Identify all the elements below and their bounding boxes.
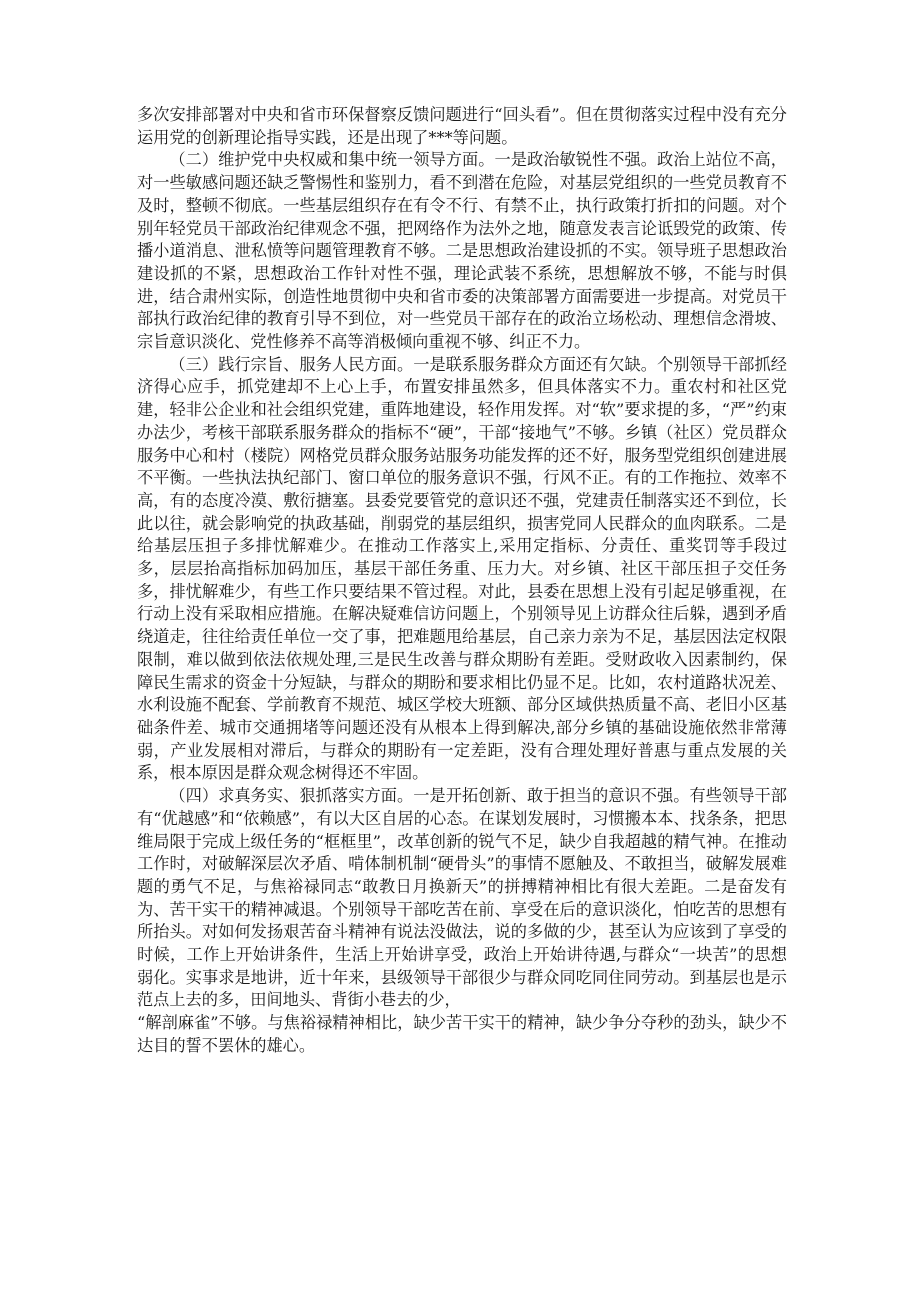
paragraph-continuation: 多次安排部署对中央和省市环保督察反馈问题进行“回头看”。但在贯彻落实过程中没有充分运用党的创新理论指导实践，还是出现了***等问题。 bbox=[137, 105, 787, 147]
paragraph-closing: “解剖麻雀”不够。与焦裕禄精神相比，缺少苦干实干的精神，缺少争分夺秒的劲头，缺少不达目的誓不罢休的雄心。 bbox=[137, 1013, 787, 1055]
paragraph-section-two: （二）维护党中央权威和集中统一领导方面。一是政治敏锐性不强。政治上站位不高，对一些敏感问题还缺乏警惕性和鉴别力，看不到潜在危险，对基层党组织的一些党员教育不及时，整顿不彻底。一些基层组织存在有令不行、有禁不止，执行政策打折扣的问题。对个别年轻党员干部政治纪律观念不强，把网络作为法外之地，随意发表言论诋毁党的政策、传播小道消息、泄私愤等问题管理教育不够。二是思想政治建设抓的不实。领导班子思想政治建设抓的不紧，思想政治工作针对性不强，理论武装不系统，思想解放不够，不能与时俱进，结合肃州实际，创造性地贯彻中央和省市委的决策部署方面需要进一步提高。对党员干部执行政治纪律的教育引导不到位，对一些党员干部存在的政治立场松动、理想信念滑坡、宗旨意识淡化、党性修养不高等消极倾向重视不够、纠正不力。 bbox=[137, 150, 787, 352]
paragraph-section-three: （三）践行宗旨、服务人民方面。一是联系服务群众方面还有欠缺。个别领导干部抓经济得心应手，抓党建却不上心上手，布置安排虽然多，但具体落实不力。重农村和社区党建，轻非公企业和社会组织党建，重阵地建设，轻作用发挥。对“软”要求提的多，“严”约束办法少，考核干部联系服务群众的指标不“硬”，干部“接地气”不够。乡镇（社区）党员群众服务中心和村（楼院）网格党员群众服务站服务功能发挥的还不好，服务型党组织创建进展不平衡。一些执法执纪部门、窗口单位的服务意识不强，行风不正。有的工作拖拉、效率不高，有的态度冷漠、敷衍搪塞。县委党要管党的意识还不强，党建责任制落实还不到位，长此以往，就会影响党的执政基础，削弱党的基层组织，损害党同人民群众的血肉联系。二是给基层压担子多排忧解难少。在推动工作落实上,采用定指标、分责任、重奖罚等手段过多，层层抬高指标加码加压，基层干部任务重、压力大。对乡镇、社区干部压担子交任务多，排忧解难少，有些工作只要结果不管过程。对此，县委在思想上没有引起足够重视，在行动上没有采取相应措施。在解决疑难信访问题上，个别领导见上访群众往后躲，遇到矛盾绕道走，往往给责任单位一交了事，把难题甩给基层，自己亲力亲为不足，基层因法定权限限制，难以做到依法依规处理,三是民生改善与群众期盼有差距。受财政收入因素制约，保障民生需求的资金十分短缺，与群众的期盼和要求相比仍显不足。比如，农村道路状况差、水利设施不配套、学前教育不规范、城区学校大班额、部分区域供热质量不高、老旧小区基础条件差、城市交通拥堵等问题还没有从根本上得到解决,部分乡镇的基础设施依然非常薄弱，产业发展相对滞后，与群众的期盼有一定差距，没有合理处理好普惠与重点发展的关系，根本原因是群众观念树得还不牢固。 bbox=[137, 354, 787, 783]
paragraph-section-four: （四）求真务实、狠抓落实方面。一是开拓创新、敢于担当的意识不强。有些领导干部有“优越感”和“依赖感”，有以大区自居的心态。在谋划发展时，习惯搬本本、找条条，把思维局限于完成上级任务的“框框里”，改革创新的锐气不足，缺少自我超越的精气神。在推动工作时，对破解深层次矛盾、啃体制机制“硬骨头”的事情不愿触及、不敢担当，破解发展难题的勇气不足，与焦裕禄同志“敢教日月换新天”的拼搏精神相比有很大差距。二是奋发有为、苦干实干的精神减退。个别领导干部吃苦在前、享受在后的意识淡化，怕吃苦的思想有所抬头。对如何发扬艰苦奋斗精神有说法没做法，说的多做的少，甚至认为应该到了享受的时候，工作上开始讲条件，生活上开始讲享受，政治上开始讲待遇,与群众“一块苦”的思想弱化。实事求是地讲，近十年来，县级领导干部很少与群众同吃同住同劳动。到基层也是示范点上去的多，田间地头、背街小巷去的少， bbox=[137, 786, 787, 1010]
document-body bbox=[137, 104, 787, 1058]
